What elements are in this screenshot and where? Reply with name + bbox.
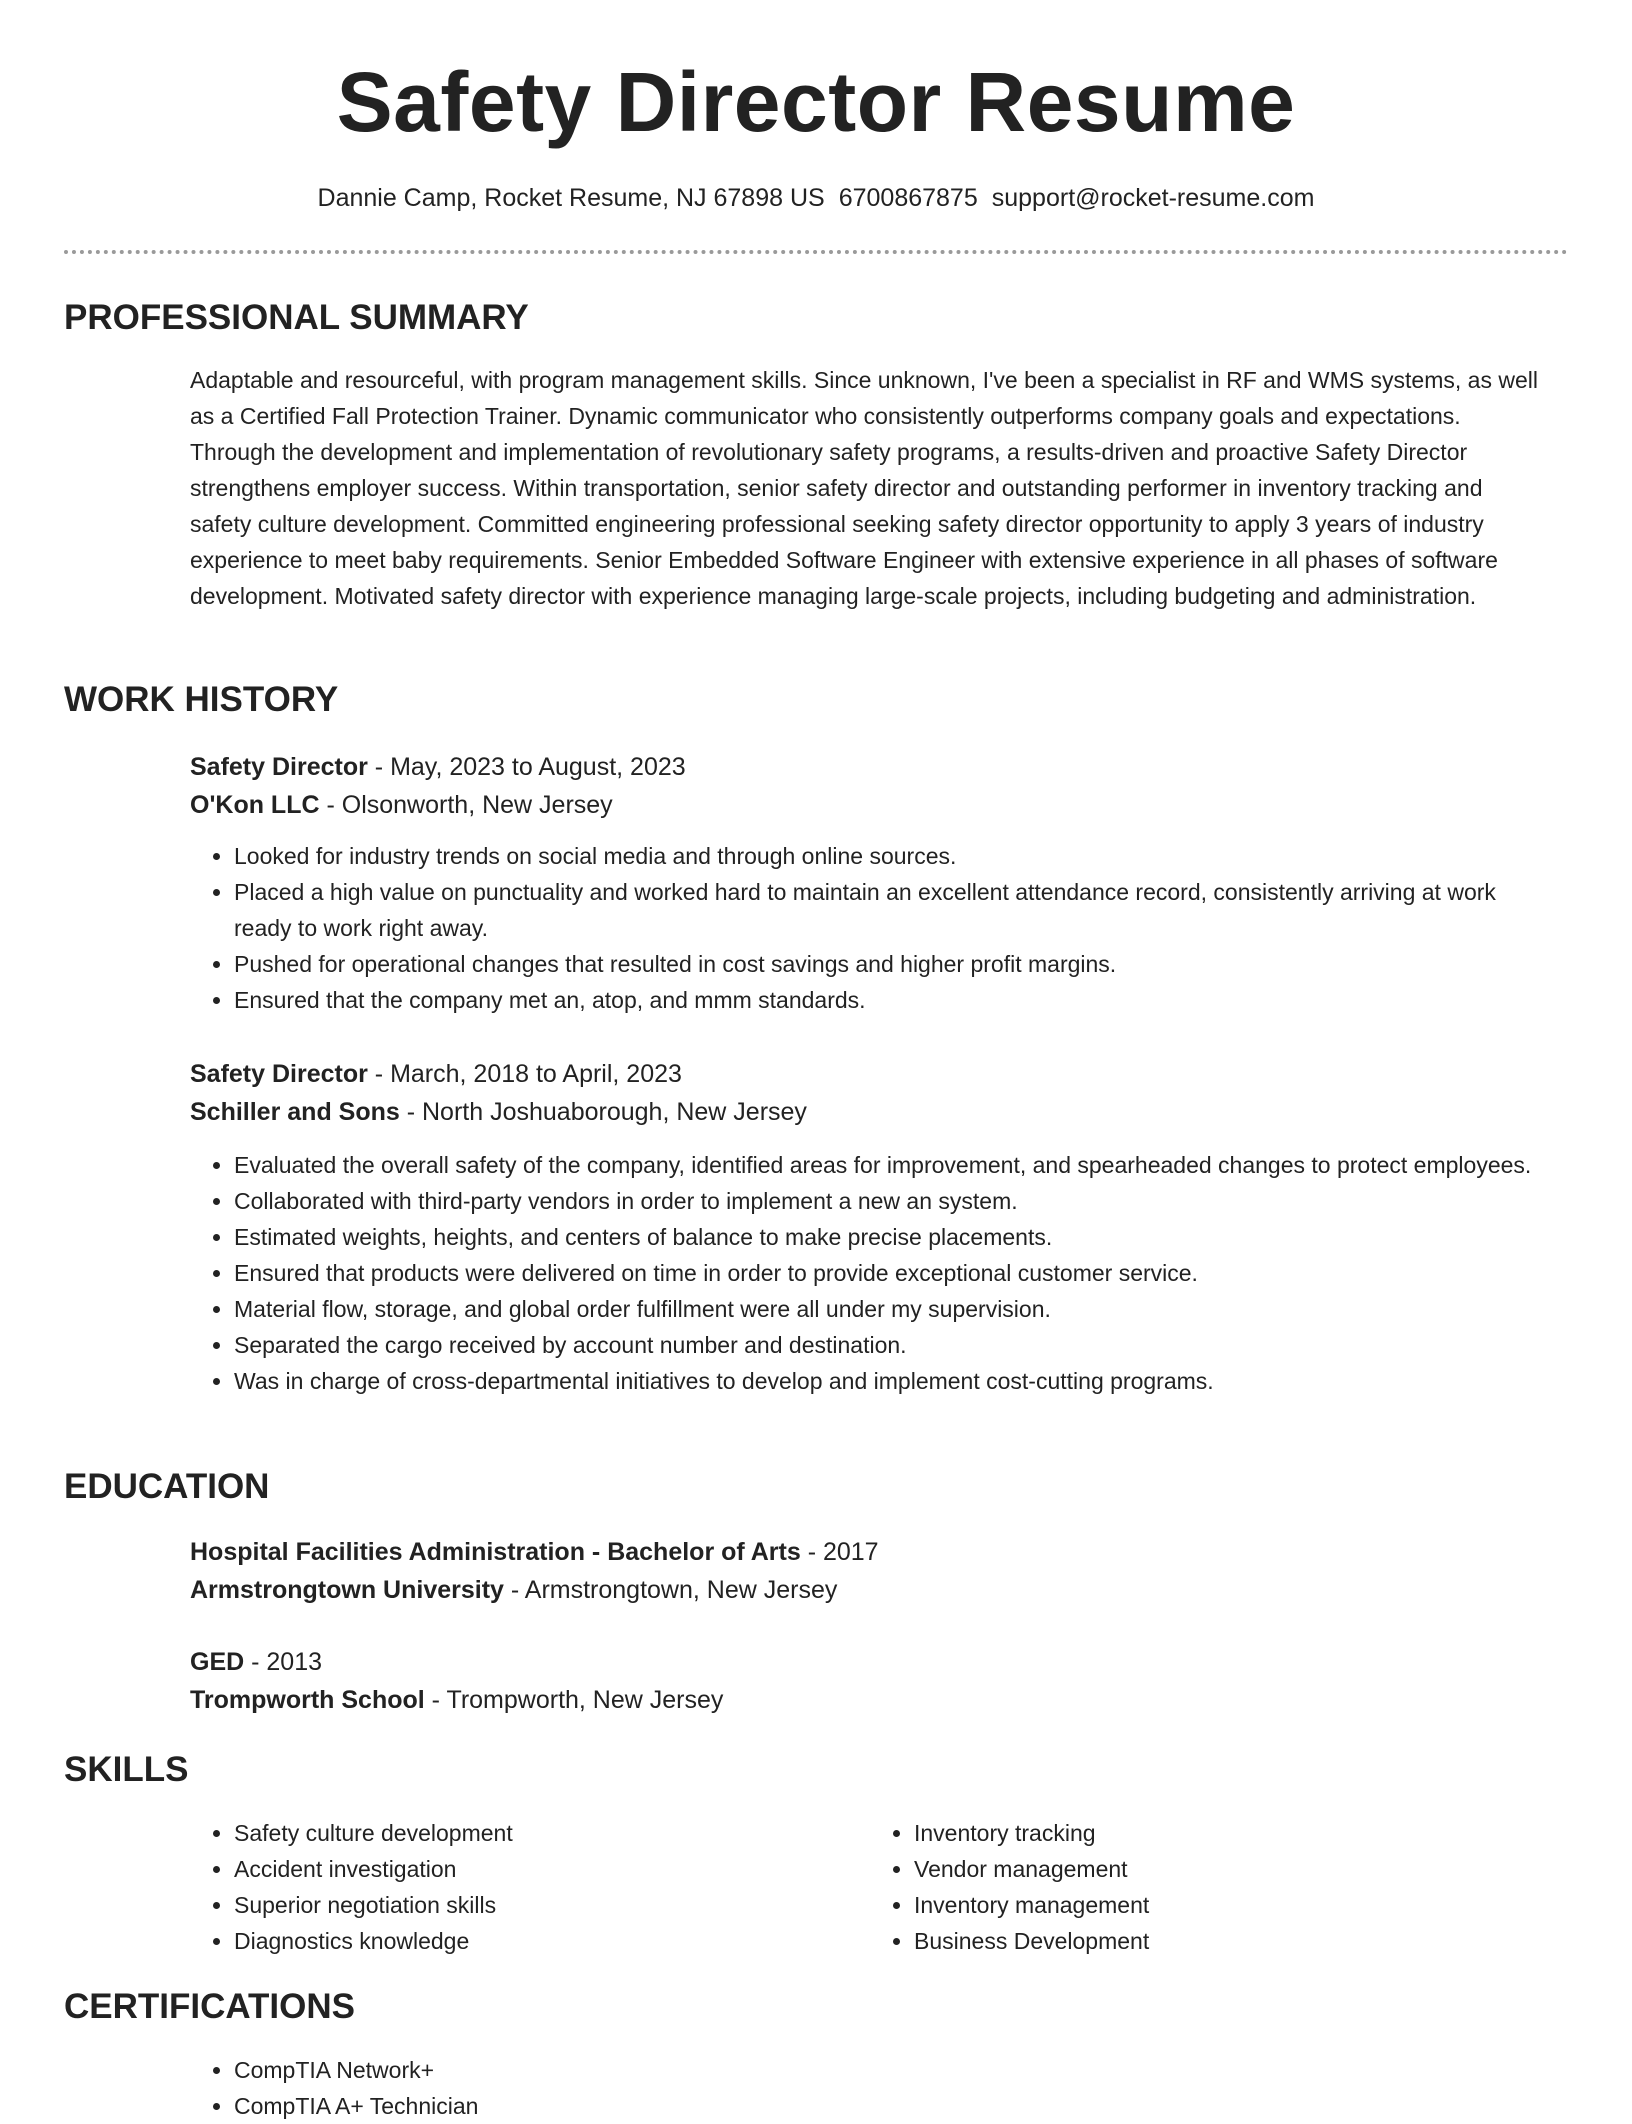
certifications-section	[190, 2052, 1550, 2124]
school: Trompworth School	[190, 1686, 425, 1714]
job-bullet: • Placed a high value on punctuality and worked hard to maintain an excellent attendance record, consistently arriving at work ready to work right away.	[234, 874, 1550, 946]
summary-heading: PROFESSIONAL SUMMARY	[64, 298, 529, 337]
degree-line	[190, 1643, 1550, 1681]
skill-item: • Safety culture development	[234, 1815, 810, 1851]
job-title: Safety Director	[190, 753, 368, 781]
skill-item: • Diagnostics knowledge	[234, 1923, 810, 1959]
education-heading: EDUCATION	[64, 1467, 270, 1506]
job-location: - North Joshuaborough, New Jersey	[399, 1098, 807, 1126]
summary-text: Adaptable and resourceful, with program management skills. Since unknown, I've been a specialist in RF and WMS systems, as well as a Certified Fall Protection Trainer. Dynamic communicator who consistently outperforms company goals and expectations. Through the development and implementation of revolutionary safety programs, a results-driven and proactive Safety Director strengthens employer success. Within transportation, senior safety director and outstanding performer in inventory tracking and safety culture development. Committed engineering professional seeking safety director opportunity to apply 3 years of industry experience to meet baby requirements. Senior Embedded Software Engineer with extensive experience in all phases of software development. Motivated safety director with experience managing large-scale projects, including budgeting and administration.	[190, 367, 1538, 609]
job-bullets	[190, 1147, 1550, 1399]
job-bullet: • Material flow, storage, and global order fulfillment were all under my supervision.	[234, 1291, 1550, 1327]
page-title: Safety Director Resume	[336, 55, 1296, 149]
job-title-line	[190, 1055, 1550, 1093]
job-company-line	[190, 1093, 1550, 1131]
job-bullet: • Separated the cargo received by account number and destination.	[234, 1327, 1550, 1363]
graduation-year: - 2013	[244, 1648, 323, 1676]
skills-column-left	[190, 1815, 810, 1959]
job-title: Safety Director	[190, 1060, 368, 1088]
contact-address: Dannie Camp, Rocket Resume, NJ 67898 US	[317, 184, 825, 212]
skills-heading: SKILLS	[64, 1750, 189, 1789]
skill-item: • Accident investigation	[234, 1851, 810, 1887]
degree: Hospital Facilities Administration - Bachelor of Arts	[190, 1538, 801, 1566]
graduation-year: - 2017	[800, 1538, 879, 1566]
job-company-line	[190, 786, 1550, 824]
skills-list	[190, 1815, 810, 1959]
header-divider	[64, 250, 1568, 254]
job-bullet: • Looked for industry trends on social media and through online sources.	[234, 838, 1550, 874]
skill-item: • Vendor management	[914, 1851, 1490, 1887]
job-bullet: • Ensured that the company met an, atop, and mmm standards.	[234, 982, 1550, 1018]
job-bullet: • Collaborated with third-party vendors in order to implement a new an system.	[234, 1183, 1550, 1219]
certification-item: • CompTIA Network+	[234, 2052, 1550, 2088]
job-company: O'Kon LLC	[190, 791, 320, 819]
job-bullets	[190, 838, 1550, 1018]
skill-item: • Superior negotiation skills	[234, 1887, 810, 1923]
school: Armstrongtown University	[190, 1576, 504, 1604]
job-bullet: • Estimated weights, heights, and centers of balance to make precise placements.	[234, 1219, 1550, 1255]
contact-line	[0, 180, 1632, 216]
school-location: - Armstrongtown, New Jersey	[503, 1576, 838, 1604]
skill-item: • Business Development	[914, 1923, 1490, 1959]
job-bullet: • Ensured that products were delivered on time in order to provide exceptional customer service.	[234, 1255, 1550, 1291]
work-history-heading: WORK HISTORY	[64, 680, 339, 719]
school-location: - Trompworth, New Jersey	[424, 1686, 724, 1714]
job-bullet: • Pushed for operational changes that resulted in cost savings and higher profit margins.	[234, 946, 1550, 982]
school-line	[190, 1681, 1550, 1719]
job-dates: - March, 2018 to April, 2023	[367, 1060, 682, 1088]
certification-item: • CompTIA A+ Technician	[234, 2088, 1550, 2124]
job-dates: - May, 2023 to August, 2023	[367, 753, 686, 781]
skills-list	[870, 1815, 1490, 1959]
degree: GED	[190, 1648, 245, 1676]
job-company: Schiller and Sons	[190, 1098, 400, 1126]
skill-item: • Inventory tracking	[914, 1815, 1490, 1851]
school-line	[190, 1571, 1550, 1609]
contact-phone: 6700867875	[838, 184, 978, 212]
job-location: - Olsonworth, New Jersey	[319, 791, 613, 819]
summary-section	[190, 362, 1550, 614]
education-entry	[190, 1533, 1550, 1609]
certifications-list	[190, 2052, 1550, 2124]
contact-email: support@rocket-resume.com	[991, 184, 1315, 212]
degree-line	[190, 1533, 1550, 1571]
education-entry	[190, 1643, 1550, 1719]
skill-item: • Inventory management	[914, 1887, 1490, 1923]
job-entry	[190, 1055, 1550, 1399]
job-title-line	[190, 748, 1550, 786]
job-bullet: • Evaluated the overall safety of the company, identified areas for improvement, and spearheaded changes to protect employees.	[234, 1147, 1550, 1183]
job-entry	[190, 748, 1550, 1018]
job-bullet: • Was in charge of cross-departmental initiatives to develop and implement cost-cutting programs.	[234, 1363, 1550, 1399]
certifications-heading: CERTIFICATIONS	[64, 1987, 356, 2026]
skills-column-right	[870, 1815, 1490, 1959]
